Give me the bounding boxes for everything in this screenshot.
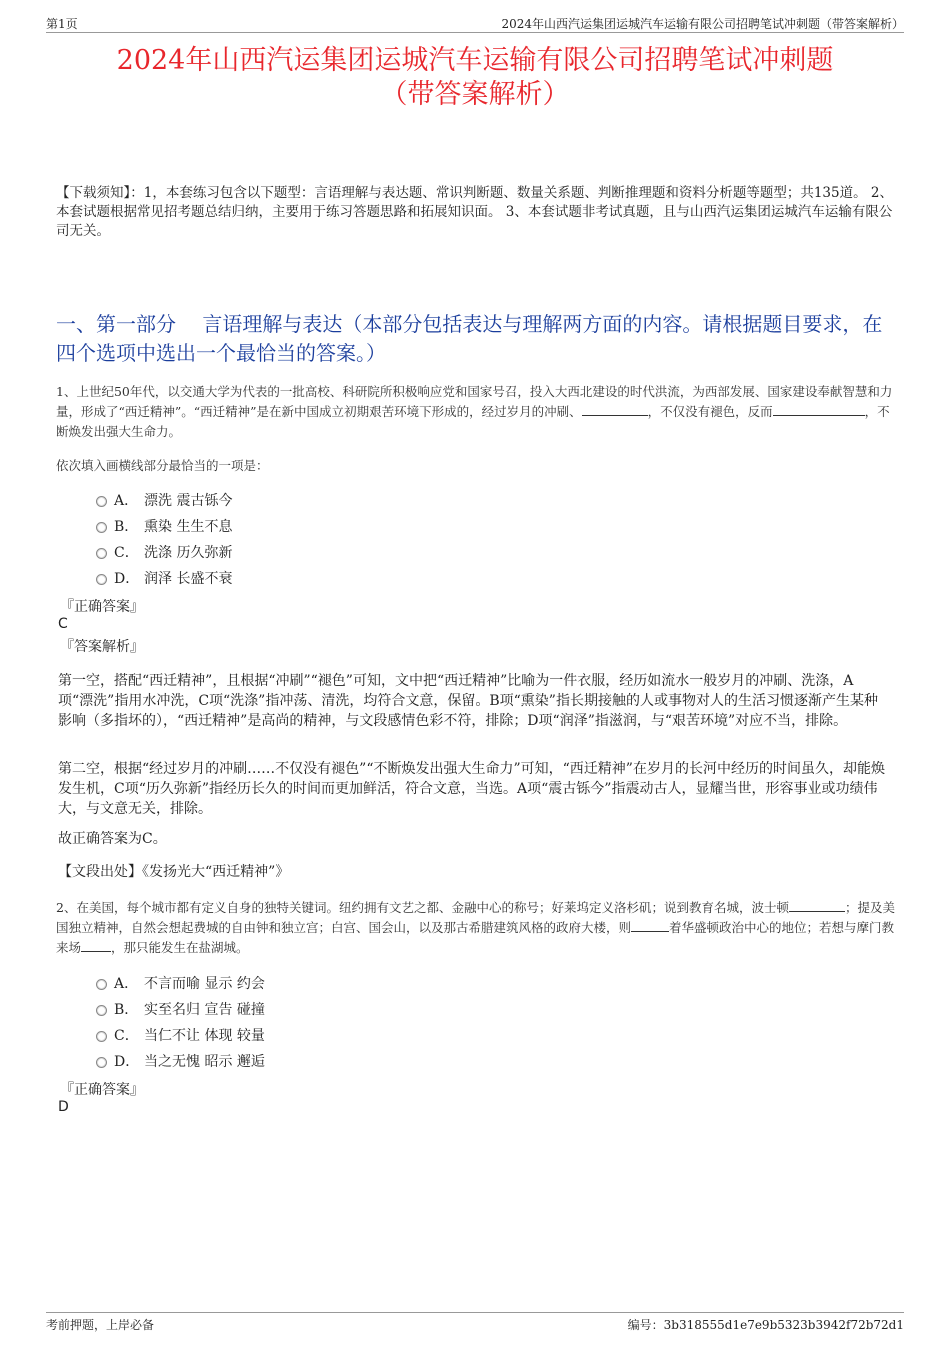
- question-1-options: [94, 488, 232, 592]
- q1-blank-1: [582, 402, 648, 416]
- q2-blank-2: [631, 918, 669, 932]
- question-1-text: [56, 382, 898, 442]
- q1-analysis-paragraph-2: 第二空，根据“经过岁月的冲刷……不仅没有褪色”“不断焕发出强大生命力”可知，“西迁精神”在岁月的长河中经历的时间虽久，却能焕发生机，C项“历久弥新”指经历长久的时间而更加鲜活，符合文意，当选。A项“震古铄今”指震动古人，显耀当世，形容事业或功绩伟大，与文意无关，排除。: [58, 761, 885, 817]
- question-2-options: [94, 971, 265, 1075]
- page-header: [46, 14, 904, 33]
- radio-icon[interactable]: [96, 1005, 107, 1016]
- q1-option-a[interactable]: A． 漂洗 震古铄今: [94, 488, 232, 514]
- q1-answer-label: 『正确答案』: [60, 599, 144, 615]
- radio-icon[interactable]: [96, 1057, 107, 1068]
- radio-icon[interactable]: [96, 496, 107, 507]
- q1-option-b[interactable]: B． 熏染 生生不息: [94, 514, 232, 540]
- q1-option-c[interactable]: C． 洗涤 历久弥新: [94, 540, 232, 566]
- q1-answer: C: [58, 616, 68, 632]
- q2-blank-1: [789, 898, 845, 912]
- title-line-1: 2024年山西汽运集团运城汽车运输有限公司招聘笔试冲刺题: [116, 45, 834, 76]
- q1-text-part-b: ，不仅没有褪色，反而: [647, 404, 773, 419]
- download-notice: 【下载须知】：1，本套练习包含以下题型：言语理解与表达题、常识判断题、数量关系题、判断推理题和资料分析题等题型；共135道。 2、本套试题根据常见招考题总结归纳，主要用于练习答题思路和拓展知识面。 3、本套试题非考试真题，且与山西汽运集团运城汽车运输有限公司无关。: [56, 185, 893, 239]
- footer-doc-id: 编号：3b318555d1e7e9b5323b3942f72b72d1: [627, 1318, 904, 1332]
- q2-option-c[interactable]: C． 当仁不让 体现 较量: [94, 1023, 265, 1049]
- q2-option-a[interactable]: A． 不言而喻 显示 约会: [94, 971, 265, 997]
- q1-analysis-conclusion: 故正确答案为C。: [58, 831, 167, 847]
- section-heading: 一、第一部分 言语理解与表达（本部分包括表达与理解两方面的内容。请根据题目要求，在四个选项中选出一个最恰当的答案。）: [56, 312, 883, 365]
- radio-icon[interactable]: [96, 979, 107, 990]
- q2-option-b[interactable]: B． 实至名归 宣告 碰撞: [94, 997, 265, 1023]
- q1-blank-2: [773, 402, 865, 416]
- header-doc-title: 2024年山西汽运集团运城汽车运输有限公司招聘笔试冲刺题（带答案解析）: [501, 17, 904, 31]
- radio-icon[interactable]: [96, 522, 107, 533]
- question-2-text: 2、在美国，每个城市都有定义自身的独特关键词。纽约拥有文艺之都、金融中心的称号；好莱坞定义洛杉矶；说到教育名城，波士顿 ；提及美国独立精神，自然会想起费城的自由钟和独立宫；白宫、国会山，以及那古希腊建筑风格的政府大楼，则 着华盛顿政治中心的地位；若想与摩门教来场 ，那只能发生在盐湖城。: [56, 900, 895, 955]
- q1-analysis-label: 『答案解析』: [60, 639, 144, 655]
- q1-text-part-c: ，不断焕发出强大生命力。: [56, 404, 890, 439]
- q1-analysis-paragraph-1: 第一空，搭配“西迁精神”，且根据“冲刷”“褪色”可知，文中把“西迁精神”比喻为一件衣服，经历如流水一般岁月的冲刷、洗涤，A项“漂洗”指用水冲洗，C项“洗涤”指冲荡、清洗，均符合文意，保留。B项“熏染”指长期接触的人或事物对人的生活习惯逐渐产生某种影响（多指坏的），“西迁精神”是高尚的精神，与文段感情色彩不符，排除；D项“润泽”指滋润，与“艰苦环境”对应不当，排除。: [58, 673, 878, 729]
- q2-blank-3: [81, 938, 111, 952]
- q2-answer: D: [58, 1099, 69, 1115]
- footer-slogan: 考前押题，上岸必备: [46, 1318, 155, 1332]
- radio-icon[interactable]: [96, 574, 107, 585]
- document-title: [40, 44, 910, 112]
- question-1-prompt: 依次填入画横线部分最恰当的一项是：: [56, 458, 269, 473]
- q1-option-d[interactable]: D． 润泽 长盛不衰: [94, 566, 232, 592]
- q1-text-part-a: 1、上世纪50年代，以交通大学为代表的一批高校、科研院所积极响应党和国家号召，投入大西北建设的时代洪流，为西部发展、国家建设奉献智慧和力量，形成了“西迁精神”。“西迁精神”是在新中国成立初期艰苦环境下形成的，经过岁月的冲刷、: [56, 384, 893, 419]
- radio-icon[interactable]: [96, 548, 107, 559]
- page-footer: [46, 1312, 904, 1333]
- q2-option-d[interactable]: D． 当之无愧 昭示 邂逅: [94, 1049, 265, 1075]
- q2-answer-label: 『正确答案』: [60, 1082, 144, 1098]
- radio-icon[interactable]: [96, 1031, 107, 1042]
- q1-source: 【文段出处】《发扬光大“西迁精神”》: [58, 864, 290, 880]
- title-line-2: （带答案解析）: [380, 79, 570, 110]
- page-number: 第1页: [46, 17, 78, 31]
